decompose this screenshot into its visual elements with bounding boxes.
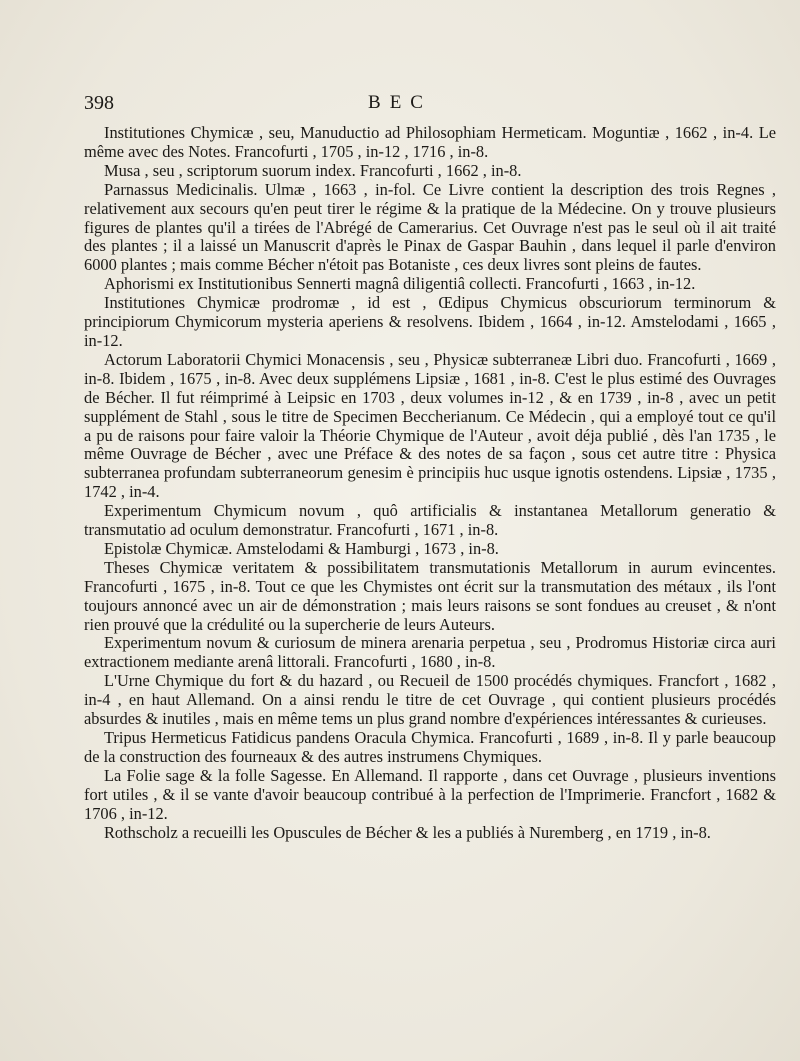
entry-experimentum-chymicum: Experimentum Chymicum novum , quô artificialis & instantanea Metallorum generatio & transmutatio ad oculum demonstratur. Francofurti , 1671 , in-8. [84,501,776,540]
page-number: 398 [84,92,114,114]
entry-aphorismi: Aphorismi ex Institutionibus Sennerti magnâ diligentiâ collecti. Francofurti , 1663 , in-12. [104,274,696,294]
entry-parnassus-medicinalis: Parnassus Medicinalis. Ulmæ , 1663 , in-fol. Ce Livre contient la description des trois Regnes , relativement aux secours qu'en peut tirer le régime & la pratique de la Médecine. On y trouve plusieurs figures de plantes qu'il a tirées de l'Abrégé de Camerarius. Cet Ouvrage n'est pas le seul où il ait traité des plantes ; il a laissé un Manuscrit d'après le Pinax de Gaspar Bauhin , dans lequel il parle d'environ 6000 plantes ; mais comme Bécher n'étoit pas Botaniste , ces deux livres sont pleins de fautes. [84,179,776,275]
entry-institutiones-chymicae: Institutiones Chymicæ , seu, Manuductio ad Philosophiam Hermeticam. Moguntiæ , 1662 , in-4. Le même avec des Notes. Francofurti , 1705 , in-12 , 1716 , in-8. [84,123,776,161]
entry-musa: Musa , seu , scriptorum suorum index. Francofurti , 1662 , in-8. [104,160,522,180]
entry-epistolae-chymicae: Epistolæ Chymicæ. Amstelodami & Hamburgi , 1673 , in-8. [104,538,499,558]
entry-actorum-laboratorii: Actorum Laboratorii Chymici Monacensis , seu , Physicæ subterraneæ Libri duo. Francofurti , 1669 , in-8. Ibidem , 1675 , in-8. Avec deux supplémens Lipsiæ , 1681 , in-8. C'est le plus estimé des Ouvrages de Bécher. Il fut réimprimé à Leipsic en 1703 , deux volumes in-12 , & en 1739 , in-8 , avec un petit supplément de Stahl , sous le titre de Specimen Beccherianum. Ce Médecin , qui a employé tout ce qu'il a pu de raisons pour faire valoir la Théorie Chymique de l'Auteur , avoit déja publié , dès l'an 1735 , le même Ouvrage de Bécher , avec une Préface & des notes de sa façon , sous cet autre titre : Physica subterranea profundam subterraneorum genesim è principiis huc usque ignotis ostendens. Lipsiæ , 1735 , 1742 , in-4. [84,349,776,502]
entry-folie-sage: La Folie sage & la folle Sagesse. En Allemand. Il rapporte , dans cet Ouvrage , plusieurs inventions fort utiles , & il se vante d'avoir beaucoup contribué à la perfection de l'Imprimerie. Francfort , 1682 & 1706 , in-12. [84,765,776,823]
running-title: BEC [368,92,432,113]
bibliography-text [84,124,776,842]
entry-urne-chymique: L'Urne Chymique du fort & du hazard , ou Recueil de 1500 procédés chymiques. Francfort , 1682 , in-4 , en haut Allemand. On a ainsi rendu le titre de cet Ouvrage , qui contient plusieurs procédés absurdes & inutiles , mais en même tems un plus grand nombre d'expériences intéressantes & curieuses. [84,671,776,729]
entry-experimentum-novum: Experimentum novum & curiosum de minera arenaria perpetua , seu , Prodromus Historiæ circa auri extractionem mediante arenâ littorali. Francofurti , 1680 , in-8. [84,633,776,672]
entry-tripus-hermeticus: Tripus Hermeticus Fatidicus pandens Oracula Chymica. Francofurti , 1689 , in-8. Il y parle beaucoup de la construction des fourneaux & des autres instrumens Chymiques. [84,728,776,766]
entry-institutiones-prodromae: Institutiones Chymicæ prodromæ , id est , Œdipus Chymicus obscuriorum terminorum & principiorum Chymicorum mysteria aperiens & resolvens. Ibidem , 1664 , in-12. Amstelodami , 1665 , in-12. [84,293,776,350]
entry-theses-chymicae: Theses Chymicæ veritatem & possibilitatem transmutationis Metallorum in aurum evincentes. Francofurti , 1675 , in-8. Tout ce que les Chymistes ont écrit sur la transmutation des métaux , ils l'ont toujours annoncé avec un air de démonstration ; mais leurs raisons se sont fondues au creuset , & n'ont rien prouvé que la crédulité ou la supercherie de leurs Auteurs. [84,557,776,634]
page-header [84,92,716,116]
entry-rothscholz: Rothscholz a recueilli les Opuscules de Bécher & les a publiés à Nuremberg , en 1719 , in-8. [104,822,711,842]
